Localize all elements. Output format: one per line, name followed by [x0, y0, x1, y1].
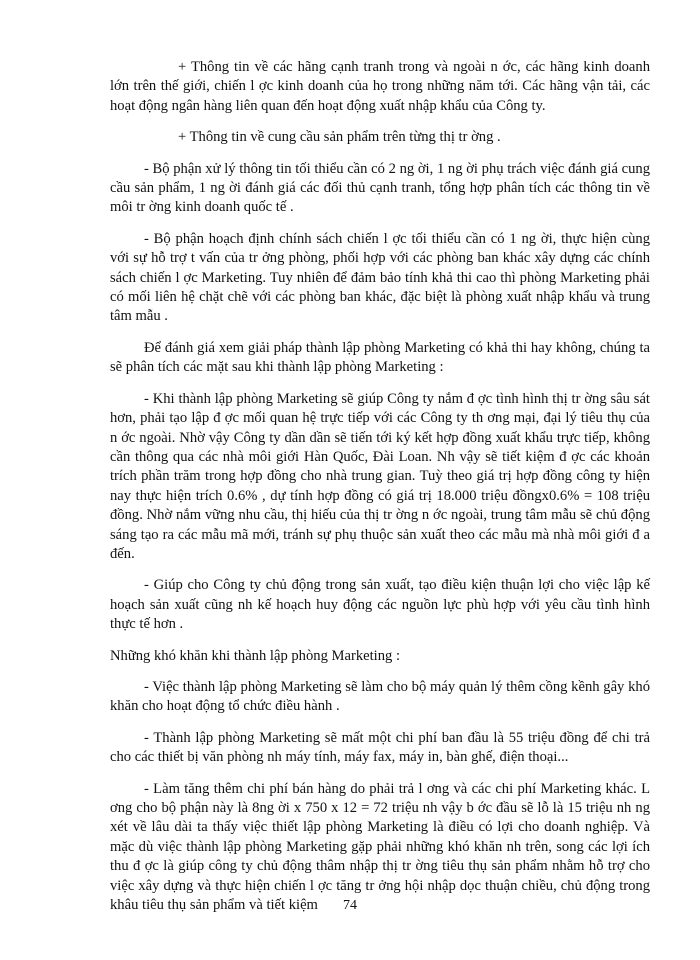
paragraph-difficulty-selling-cost: - Làm tăng thêm chi phí bán hàng do phải trả l ơng và các chi phí Marketing khác. L ơng cho bộ phận này là 8ng ời x 750 x 12 = 72 triệu nh vậy b ớc đầu sẽ lỗ là 15 triệu nh ng xét về lâu dài ta thấy việc thiết lập phòng Marketing là điều có lợi cho doanh nghiệp. Và mặc dù việc thành lập phòng Marketing gặp phải những khó khăn nh trên, song các lợi ích thu đ ợc là giúp công ty chủ động thâm nhập thị tr ờng tiêu thụ sản phẩm nhằm hỗ trợ cho việc xây dựng và thực hiện chiến l ợc tăng tr ởng hội nhập dọc thuận chiều, chủ động trong khâu tiêu thụ sản phẩm và tiết kiệm	[110, 780, 650, 914]
paragraph-difficulties-heading: Những khó khăn khi thành lập phòng Marketing :	[110, 647, 401, 664]
paragraph-info-processing-unit: - Bộ phận xử lý thông tin tối thiểu cần có 2 ng ời, 1 ng ời phụ trách việc đánh giá cung cầu sản phẩm, 1 ng ời đánh giá các đối thủ cạnh tranh, tổng hợp phân tích các thông tin về môi tr ờng kinh doanh quốc tế .	[110, 160, 650, 216]
paragraph-evaluation-intro: Để đánh giá xem giải pháp thành lập phòng Marketing có khả thi hay không, chúng ta sẽ phân tích các mặt sau khi thành lập phòng Marketing :	[110, 339, 650, 376]
paragraph-supply-demand-info: + Thông tin về cung cầu sản phẩm trên từng thị tr ờng .	[178, 129, 501, 146]
page-number: 74	[343, 898, 357, 913]
paragraph-competitor-info: + Thông tin về các hãng cạnh tranh trong và ngoài n ớc, các hãng kinh doanh lớn trên thế giới, chiến l ợc kinh doanh của họ trong những năm tới. Các hãng vận tải, các hoạt động ngân hàng liên quan đến hoạt động xuất nhập khẩu của Công ty.	[110, 59, 650, 114]
paragraph-difficulty-initial-cost: - Thành lập phòng Marketing sẽ mất một chi phí ban đầu là 55 triệu đồng để chi trả cho các thiết bị văn phòng nh máy tính, máy fax, máy in, bàn ghế, điện thoại...	[110, 729, 650, 766]
paragraph-benefit-production-planning: - Giúp cho Công ty chủ động trong sản xuất, tạo điều kiện thuận lợi cho việc lập kế hoạch sản xuất cũng nh kế hoạch huy động các nguồn lực phù hợp với yêu cầu tình hình thực tế hơn .	[110, 577, 650, 633]
paragraph-difficulty-bureaucracy: - Việc thành lập phòng Marketing sẽ làm cho bộ máy quản lý thêm cồng kềnh gây khó khăn cho hoạt động tổ chức điều hành .	[110, 678, 650, 715]
paragraph-benefit-market-knowledge: - Khi thành lập phòng Marketing sẽ giúp Công ty nắm đ ợc tình hình thị tr ờng sâu sát hơn, phải tạo lập đ ợc mối quan hệ trực tiếp với các Công ty th ơng mại, đại lý tiêu thụ của n ớc ngoài. Nhờ vậy Công ty dần dần sẽ tiến tới ký kết hợp đồng xuất khẩu trực tiếp, không cần thông qua các nhà môi giới Hàn Quốc, Đài Loan. Nh vậy sẽ tiết kiệm đ ợc các khoản trích phần trăm trong hợp đồng cho nhà trung gian. Tuỳ theo giá trị hợp đồng công ty hiện nay thực hiện trích 0.6% , dự tính hợp đồng có giá trị 18.000 triệu đồngx0.6% = 108 triệu đồng. Nhờ nắm vững nhu cầu, thị hiếu của thị tr ờng n ớc ngoài, trung tâm mẫu sẽ chủ động sáng tạo ra các mẫu mã mới, tránh sự phụ thuộc sản xuất theo các mẫu mà nhà môi giới đ a đến.	[110, 390, 650, 562]
paragraph-strategy-unit: - Bộ phận hoạch định chính sách chiến l ợc tối thiểu cần có 1 ng ời, thực hiện cùng với sự hỗ trợ t vấn của tr ởng phòng, phối hợp với các phòng ban khác xây dựng các chính sách chiến l ợc Marketing. Tuy nhiên để đảm bảo tính khả thi cao thì phòng Marketing phải có mối liên hệ chặt chẽ với các phòng ban khác, đặc biệt là phòng xuất nhập khẩu và trung tâm mẫu .	[110, 230, 650, 325]
page-body	[110, 58, 650, 927]
